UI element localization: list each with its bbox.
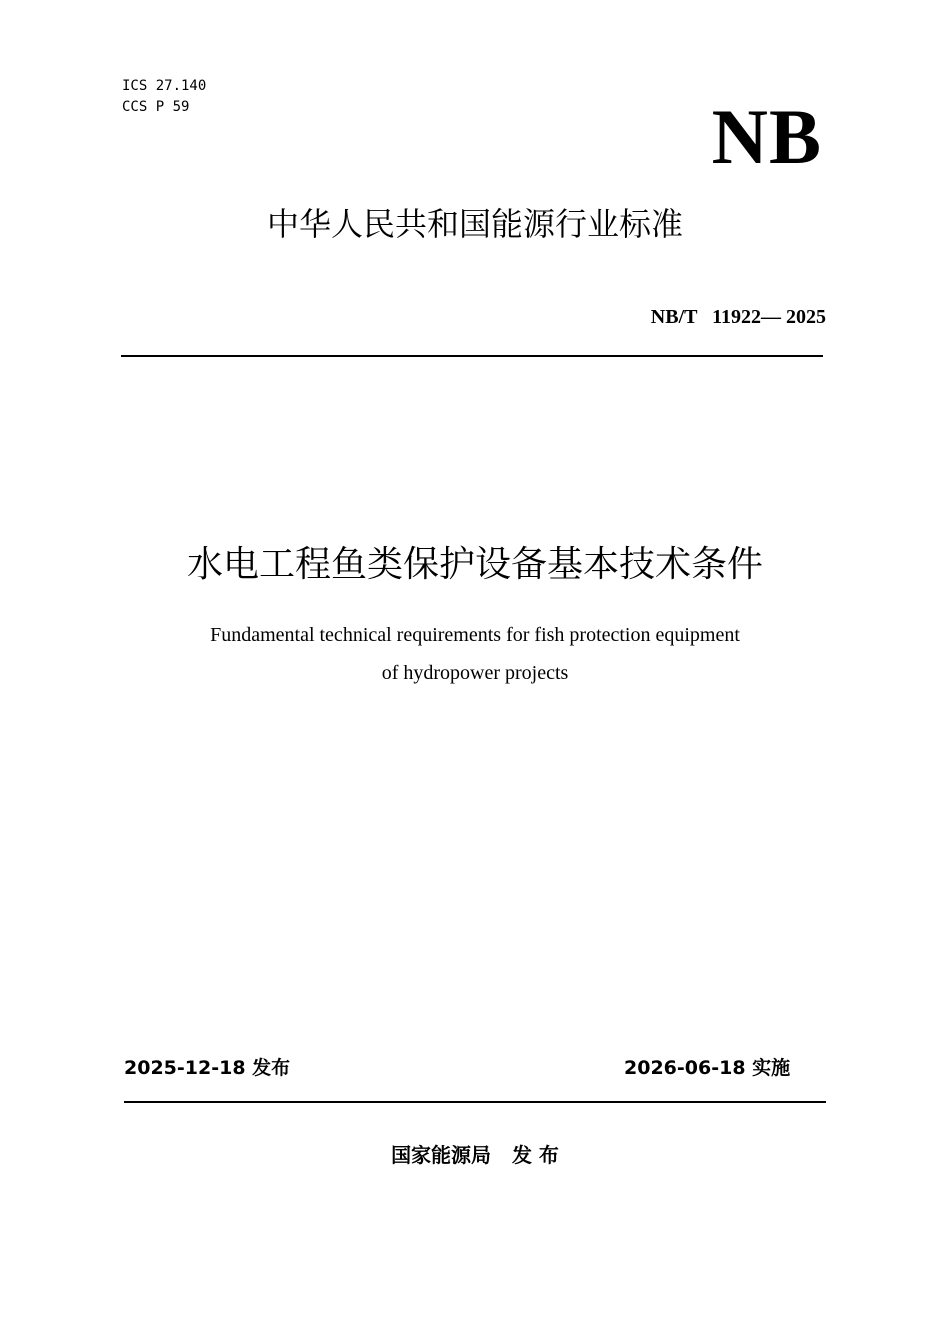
standard-category-title: 中华人民共和国能源行业标准 [266,205,683,243]
top-divider [121,355,823,357]
bottom-divider [124,1101,826,1103]
english-title-line-2: of hydropower projects [381,662,569,684]
ics-code: ICS 27.140 [122,78,207,94]
standard-number: NB/T 11922— 2025 [650,306,826,328]
document-title-english [0,616,950,692]
issue-date: 2025-12-18 发布 [124,1057,291,1079]
document-title-chinese: 水电工程鱼类保护设备基本技术条件 [186,544,763,585]
classification-codes [122,76,206,118]
english-title-line-1: Fundamental technical requirements for fish protection equipment [210,624,740,646]
nb-logo: NB [711,93,822,180]
issuing-authority: 国家能源局 发 布 [391,1143,559,1167]
implementation-date: 2026-06-18 实施 [624,1057,791,1079]
ccs-code: CCS P 59 [122,99,190,115]
